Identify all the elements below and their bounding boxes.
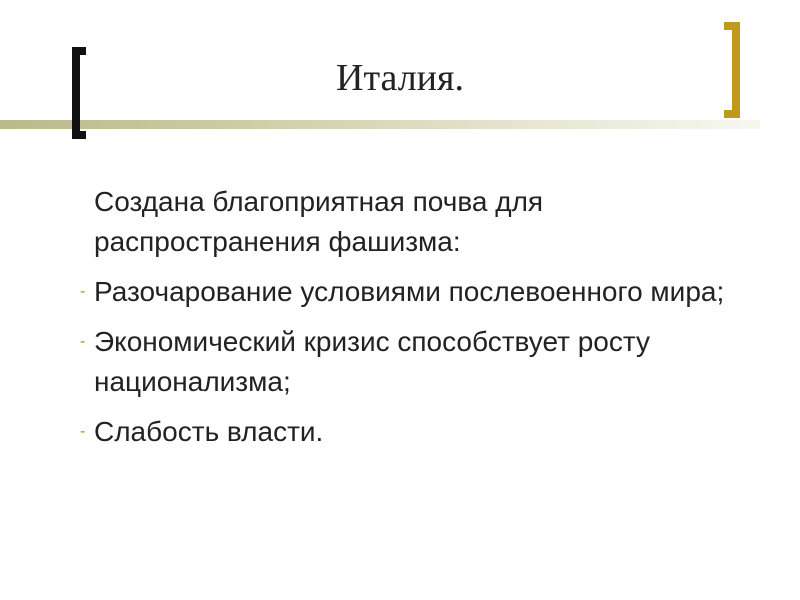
list-item-text: Слабость власти. xyxy=(94,416,324,447)
list-item xyxy=(80,322,730,402)
list-item-text: Экономический кризис способствует росту национализма; xyxy=(94,326,651,397)
dash-bullet-icon: - xyxy=(80,283,86,300)
title-underline xyxy=(0,120,760,129)
intro-text: Создана благоприятная почва для распространения фашизма: xyxy=(94,186,544,257)
right-bracket-decoration xyxy=(724,22,740,118)
list-item xyxy=(80,412,730,452)
bullet-list xyxy=(80,272,730,452)
left-bracket-decoration xyxy=(72,47,86,139)
dash-bullet-icon: - xyxy=(80,333,86,350)
list-item-text: Разочарование условиями послевоенного мира; xyxy=(94,276,725,307)
list-item xyxy=(80,272,730,312)
dash-bullet-icon: - xyxy=(80,423,86,440)
slide-body xyxy=(80,182,730,462)
slide-title: Италия. xyxy=(336,57,464,99)
